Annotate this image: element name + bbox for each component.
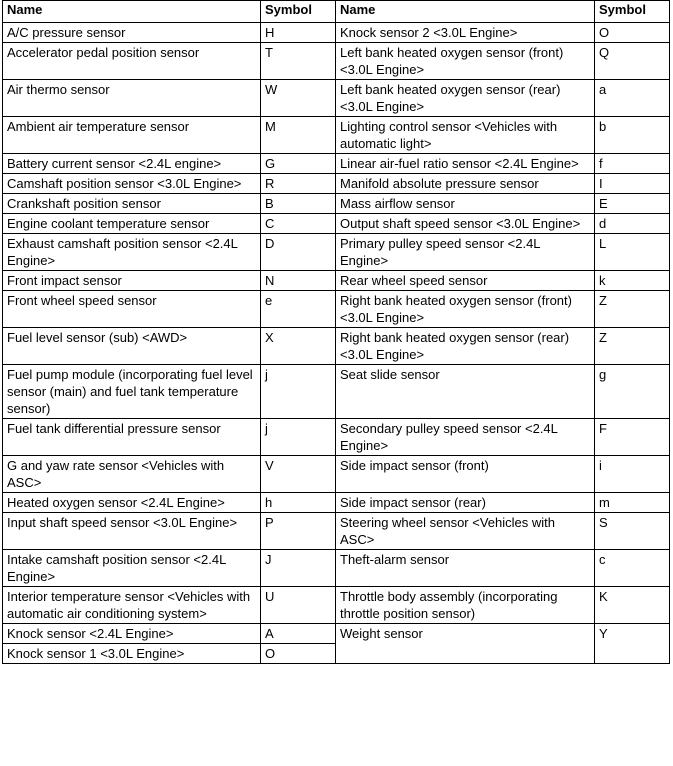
sensor-name-left: Front impact sensor	[3, 271, 261, 291]
sensor-name-left: Knock sensor 1 <3.0L Engine>	[3, 644, 261, 664]
header-row	[3, 1, 670, 23]
sensor-symbol-right: Z	[595, 291, 670, 328]
sensor-symbol-left: A	[261, 624, 336, 644]
sensor-symbol-left: B	[261, 194, 336, 214]
sensor-name-left: Knock sensor <2.4L Engine>	[3, 624, 261, 644]
sensor-name-right: Left bank heated oxygen sensor (rear) <3.0L Engine>	[336, 80, 595, 117]
sensor-name-right: Rear wheel speed sensor	[336, 271, 595, 291]
header-symbol-right: Symbol	[595, 1, 670, 23]
sensor-symbol-table	[2, 0, 670, 664]
sensor-name-left: G and yaw rate sensor <Vehicles with ASC>	[3, 456, 261, 493]
sensor-symbol-right: k	[595, 271, 670, 291]
sensor-name-right: Steering wheel sensor <Vehicles with ASC>	[336, 513, 595, 550]
sensor-symbol-right: c	[595, 550, 670, 587]
sensor-symbol-left: J	[261, 550, 336, 587]
table-row	[3, 291, 670, 328]
sensor-symbol-left: W	[261, 80, 336, 117]
sensor-name-right: Manifold absolute pressure sensor	[336, 174, 595, 194]
sensor-symbol-left: N	[261, 271, 336, 291]
sensor-symbol-right: L	[595, 234, 670, 271]
sensor-symbol-right: m	[595, 493, 670, 513]
table-row	[3, 174, 670, 194]
sensor-symbol-left: R	[261, 174, 336, 194]
sensor-name-left: Crankshaft position sensor	[3, 194, 261, 214]
sensor-name-left: Battery current sensor <2.4L engine>	[3, 154, 261, 174]
header-name-left: Name	[3, 1, 261, 23]
sensor-symbol-left: j	[261, 365, 336, 419]
sensor-name-right: Left bank heated oxygen sensor (front) <3.0L Engine>	[336, 43, 595, 80]
sensor-name-left: Input shaft speed sensor <3.0L Engine>	[3, 513, 261, 550]
sensor-symbol-right: g	[595, 365, 670, 419]
table-row	[3, 117, 670, 154]
sensor-name-right: Throttle body assembly (incorporating throttle position sensor)	[336, 587, 595, 624]
sensor-symbol-left: P	[261, 513, 336, 550]
sensor-name-right: Seat slide sensor	[336, 365, 595, 419]
sensor-name-right: Secondary pulley speed sensor <2.4L Engine>	[336, 419, 595, 456]
sensor-symbol-left: C	[261, 214, 336, 234]
sensor-name-left: Engine coolant temperature sensor	[3, 214, 261, 234]
sensor-symbol-left: D	[261, 234, 336, 271]
sensor-name-right: Lighting control sensor <Vehicles with automatic light>	[336, 117, 595, 154]
table-row	[3, 154, 670, 174]
sensor-name-right: Mass airflow sensor	[336, 194, 595, 214]
sensor-name-left: Fuel tank differential pressure sensor	[3, 419, 261, 456]
table-row	[3, 513, 670, 550]
table-row	[3, 587, 670, 624]
sensor-symbol-left: H	[261, 23, 336, 43]
table-row	[3, 214, 670, 234]
sensor-name-left: A/C pressure sensor	[3, 23, 261, 43]
table-row	[3, 271, 670, 291]
sensor-symbol-right: K	[595, 587, 670, 624]
sensor-name-right: Right bank heated oxygen sensor (rear) <3.0L Engine>	[336, 328, 595, 365]
sensor-symbol-right: i	[595, 456, 670, 493]
sensor-symbol-right: b	[595, 117, 670, 154]
sensor-symbol-right: a	[595, 80, 670, 117]
sensor-name-right: Right bank heated oxygen sensor (front) <3.0L Engine>	[336, 291, 595, 328]
table-row	[3, 456, 670, 493]
sensor-symbol-left: T	[261, 43, 336, 80]
table-row	[3, 194, 670, 214]
sensor-symbol-left: U	[261, 587, 336, 624]
header-name-right: Name	[336, 1, 595, 23]
table-row	[3, 80, 670, 117]
sensor-symbol-right: Q	[595, 43, 670, 80]
sensor-symbol-right: O	[595, 23, 670, 43]
sensor-symbol-left: G	[261, 154, 336, 174]
sensor-symbol-right: d	[595, 214, 670, 234]
sensor-name-left: Air thermo sensor	[3, 80, 261, 117]
table-row	[3, 550, 670, 587]
table-row	[3, 419, 670, 456]
sensor-name-right: Theft-alarm sensor	[336, 550, 595, 587]
table-row	[3, 328, 670, 365]
sensor-name-right: Linear air-fuel ratio sensor <2.4L Engine>	[336, 154, 595, 174]
sensor-name-right: Output shaft speed sensor <3.0L Engine>	[336, 214, 595, 234]
sensor-name-left: Intake camshaft position sensor <2.4L Engine>	[3, 550, 261, 587]
sensor-name-left: Accelerator pedal position sensor	[3, 43, 261, 80]
sensor-symbol-left: O	[261, 644, 336, 664]
sensor-symbol-left: V	[261, 456, 336, 493]
sensor-name-right: Side impact sensor (front)	[336, 456, 595, 493]
sensor-name-left: Camshaft position sensor <3.0L Engine>	[3, 174, 261, 194]
header-symbol-left: Symbol	[261, 1, 336, 23]
sensor-symbol-right: S	[595, 513, 670, 550]
table-row	[3, 365, 670, 419]
sensor-symbol-left: X	[261, 328, 336, 365]
sensor-name-left: Heated oxygen sensor <2.4L Engine>	[3, 493, 261, 513]
sensor-name-right: Weight sensor	[336, 624, 595, 664]
sensor-symbol-left: e	[261, 291, 336, 328]
sensor-name-right: Knock sensor 2 <3.0L Engine>	[336, 23, 595, 43]
sensor-name-left: Fuel level sensor (sub) <AWD>	[3, 328, 261, 365]
table-row	[3, 234, 670, 271]
sensor-name-left: Interior temperature sensor <Vehicles with automatic air conditioning system>	[3, 587, 261, 624]
table-row	[3, 43, 670, 80]
sensor-name-right: Side impact sensor (rear)	[336, 493, 595, 513]
table-row	[3, 493, 670, 513]
sensor-symbol-right: f	[595, 154, 670, 174]
sensor-symbol-left: h	[261, 493, 336, 513]
sensor-symbol-left: M	[261, 117, 336, 154]
sensor-name-left: Front wheel speed sensor	[3, 291, 261, 328]
sensor-symbol-right: E	[595, 194, 670, 214]
table-row	[3, 624, 670, 644]
table-row	[3, 23, 670, 43]
sensor-name-left: Ambient air temperature sensor	[3, 117, 261, 154]
sensor-symbol-left: j	[261, 419, 336, 456]
sensor-symbol-right: Y	[595, 624, 670, 664]
sensor-name-left: Fuel pump module (incorporating fuel level sensor (main) and fuel tank temperature sensor)	[3, 365, 261, 419]
sensor-symbol-right: F	[595, 419, 670, 456]
sensor-name-left: Exhaust camshaft position sensor <2.4L Engine>	[3, 234, 261, 271]
sensor-symbol-right: I	[595, 174, 670, 194]
sensor-name-right: Primary pulley speed sensor <2.4L Engine>	[336, 234, 595, 271]
sensor-symbol-right: Z	[595, 328, 670, 365]
